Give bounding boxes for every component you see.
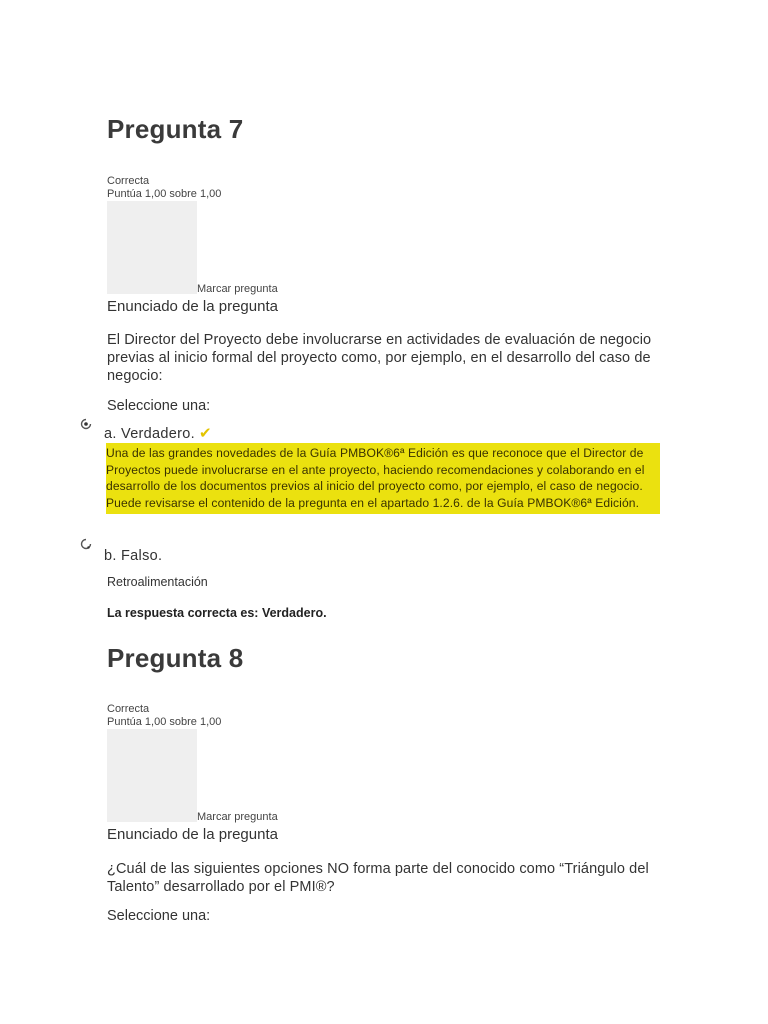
question-7-state: Correcta	[107, 175, 150, 187]
option-a-label: a. Verdadero.	[104, 426, 195, 442]
checkmark-icon: ✔	[198, 425, 212, 442]
question-text-heading: Enunciado de la pregunta	[107, 298, 278, 315]
question-text-heading: Enunciado de la pregunta	[107, 826, 278, 843]
feedback-heading: Retroalimentación	[107, 575, 208, 589]
question-7-title: Pregunta 7	[107, 114, 244, 144]
question-8-title: Pregunta 8	[107, 643, 244, 673]
option-feedback: Una de las grandes novedades de la Guía PMBOK®6ª Edición es que reconoce que el Director de Proyectos puede involucrarse en el ante proyecto, haciendo recomendaciones y colaborando en el desarrollo de los documentos previos al inicio del proyecto como, por ejemplo, el caso de negocio. Puede revisarse el contenido de la pregunta en el apartado 1.2.6. de la Guía PMBOK®6ª Edición.	[106, 443, 660, 514]
flag-placeholder-image[interactable]	[107, 201, 197, 294]
select-one-prompt: Seleccione una:	[107, 908, 211, 924]
radio-selected-icon[interactable]	[80, 418, 92, 430]
right-answer: La respuesta correcta es: Verdadero.	[107, 606, 327, 620]
question-7-grade: Puntúa 1,00 sobre 1,00	[107, 188, 222, 200]
question-8-grade: Puntúa 1,00 sobre 1,00	[107, 716, 222, 728]
question-7-text: El Director del Proyecto debe involucrarse en actividades de evaluación de negocio previas al inicio formal del proyecto como, por ejemplo, en el desarrollo del caso de negocio:	[107, 332, 652, 384]
radio-unselected-icon[interactable]	[80, 538, 92, 550]
flag-question-link[interactable]: Marcar pregunta	[197, 283, 278, 295]
select-one-prompt: Seleccione una:	[107, 398, 211, 414]
question-8-text: ¿Cuál de las siguientes opciones NO forma parte del conocido como “Triángulo del Talento” desarrollado por el PMI®?	[107, 861, 649, 895]
option-a[interactable]	[104, 424, 212, 442]
question-8-state: Correcta	[107, 703, 150, 715]
flag-question-link[interactable]: Marcar pregunta	[197, 811, 278, 823]
flag-placeholder-image[interactable]	[107, 729, 197, 822]
option-b-label: b. Falso.	[104, 548, 163, 564]
option-b[interactable]	[104, 548, 162, 564]
